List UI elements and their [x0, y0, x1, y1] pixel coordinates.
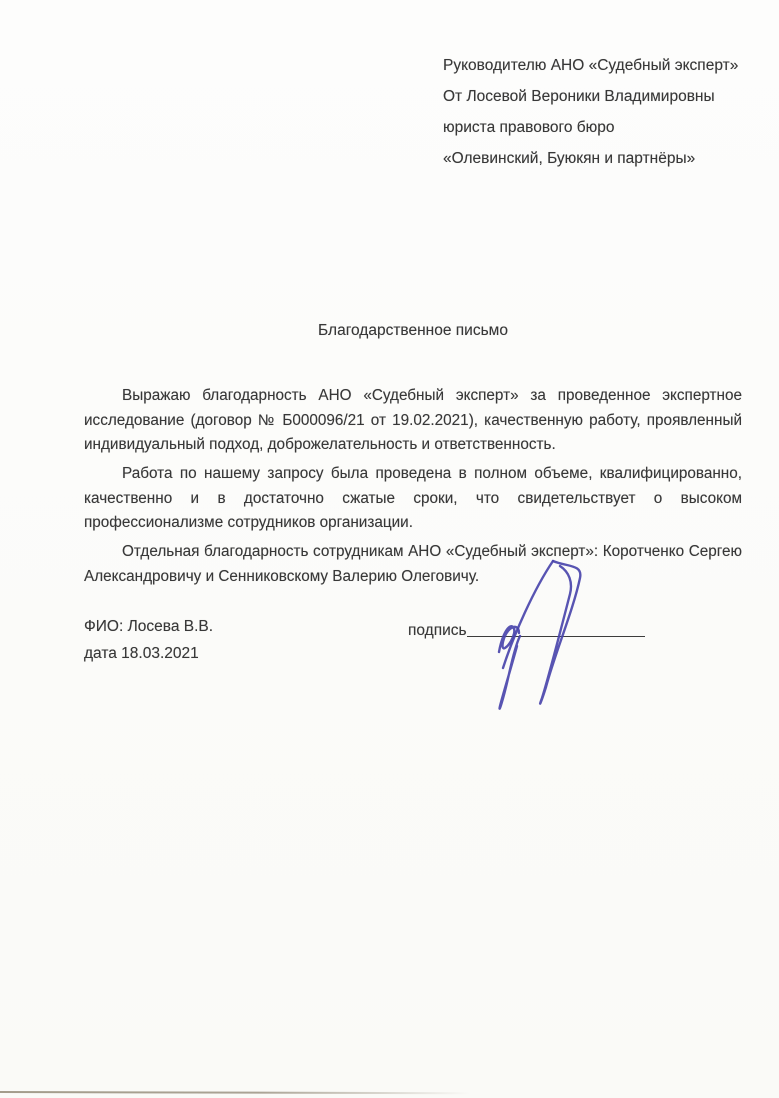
recipient-block	[443, 50, 738, 174]
signer-name: ФИО: Лосева В.В.	[84, 618, 214, 635]
signer-date: дата 18.03.2021	[84, 645, 199, 662]
recipient-line-1: Руководителю АНО «Судебный эксперт»	[443, 57, 739, 74]
recipient-line-3: юриста правового бюро	[443, 119, 615, 136]
recipient-line-2: От Лосевой Вероники Владимировны	[443, 88, 715, 105]
handwritten-signature-ink	[488, 549, 638, 714]
signature-label: подпись	[408, 622, 467, 639]
letter-paragraph-1: Выражаю благодарность АНО «Судебный эксперт» за проведенное экспертное исследование (договор № Б000096/21 от 19.02.2021), качественную работу, проявленный индивидуальный подход, доброжелательность и ответственность.	[84, 387, 742, 453]
letter-paragraph-2: Работа по нашему запросу была проведена в полном объеме, квалифицированно, качественно и в достаточно сжатые сроки, что свидетельствует о высоком профессионализме сотрудников организации.	[84, 465, 742, 531]
signature-stroke-diagonal	[503, 561, 553, 668]
recipient-line-4: «Олевинский, Буюкян и партнёры»	[443, 150, 696, 167]
letter-paragraph-3: Отдельная благодарность сотрудникам АНО «Судебный эксперт»: Коротченко Сергею Александровичу и Сенниковскому Валерию Олеговичу.	[84, 543, 742, 585]
signature-stroke-loop	[540, 561, 580, 704]
scan-edge-artifact	[0, 1091, 470, 1094]
signer-info-block	[84, 613, 213, 667]
letter-body	[84, 384, 742, 594]
letter-title: Благодарственное письмо	[318, 322, 508, 339]
